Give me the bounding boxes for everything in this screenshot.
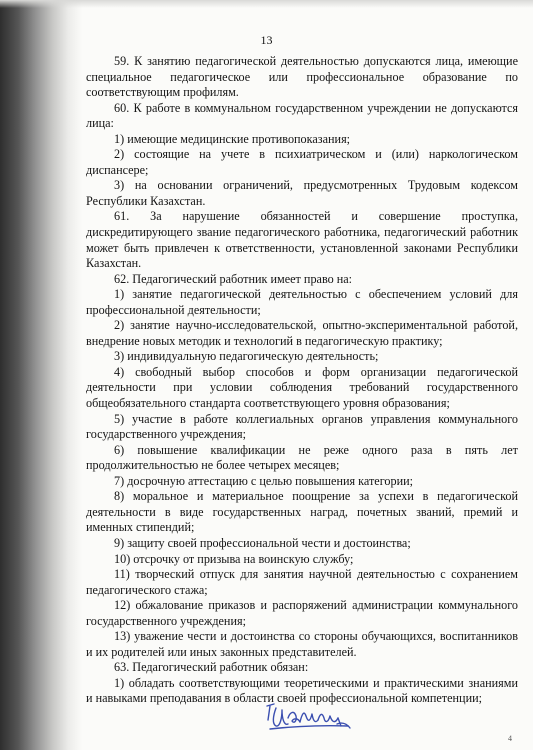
list-item-62-5: 5) участие в работе коллегиальных органов управления коммунального государственного учреждения; [86, 411, 518, 442]
list-item-60-3: 3) на основании ограничений, предусмотренных Трудовым кодексом Республики Казахстан. [86, 178, 518, 208]
paragraph-61: 61. За нарушение обязанностей и совершение проступка, дискредитирующего звание педагогического работника, педагогический работник может быть привлечен к ответственности, установленной законами Республики Казахстан. [86, 209, 518, 271]
list-item-60-1: 1) имеющие медицинские противопоказания; [114, 131, 351, 146]
list-item-62-4: 4) свободный выбор способов и форм организации педагогической деятельности при условии соблюдения требований государственного общеобязательного стандарта соответствующего уровня образования; [86, 364, 518, 411]
list-item-63-1: 1) обладать соответствующими теоретическими и практическими знаниями и навыками преподавания в области своей профессиональной компетенции; [86, 675, 518, 706]
paragraph-63: 63. Педагогический работник обязан: [114, 660, 309, 675]
list-item-62-1: 1) занятие педагогической деятельностью с обеспечением условий для профессиональной деятельности; [86, 287, 518, 317]
list-item-62-8: 8) моральное и материальное поощрение за успехи в педагогической деятельности в виде государственных наград, почетных званий, премий и именных стипендий; [86, 489, 518, 535]
list-item-62-6: 6) повышение квалификации не реже одного раза в пять лет продолжительностью не более четырех месяцев; [86, 442, 518, 473]
list-item-62-13: 13) уважение чести и достоинства со стороны обучающихся, воспитанников и их родителей или иных законных представителей. [86, 629, 518, 659]
list-item-60-2: 2) состоящие на учете в психиатрическом и (или) наркологическом диспансере; [86, 147, 518, 177]
paragraph-60: 60. К работе в коммунальном государственном учреждении не допускаются лица: [86, 100, 518, 131]
list-item-62-2: 2) занятие научно-исследовательской, опытно-экспериментальной работой, внедрение новых методик и технологий в педагогическую практику; [86, 318, 518, 348]
paragraph-62: 62. Педагогический работник имеет право на: [114, 271, 353, 286]
corner-mark: 4 [508, 734, 512, 743]
document-body [86, 54, 518, 707]
list-item-62-12: 12) обжалование приказов и распоряжений администрации коммунального государственного учреждения; [86, 598, 518, 628]
scan-binding-shadow [0, 0, 82, 750]
list-item-62-11: 11) творческий отпуск для занятия научной деятельностью с сохранением педагогического стажа; [86, 567, 518, 597]
list-item-62-3: 3) индивидуальную педагогическую деятельность; [114, 349, 379, 364]
list-item-62-10: 10) отсрочку от призыва на воинскую службу; [114, 551, 354, 566]
handwritten-signature [264, 696, 354, 732]
scan-top-shadow [0, 0, 533, 8]
paragraph-59: 59. К занятию педагогической деятельностью допускаются лица, имеющие специальное педагогическое или профессиональное образование по соответствующим профилям. [86, 54, 518, 100]
page-number: 13 [260, 33, 273, 47]
list-item-62-7: 7) досрочную аттестацию с целью повышения категории; [114, 473, 414, 488]
list-item-62-9: 9) защиту своей профессиональной чести и достоинства; [114, 535, 411, 550]
